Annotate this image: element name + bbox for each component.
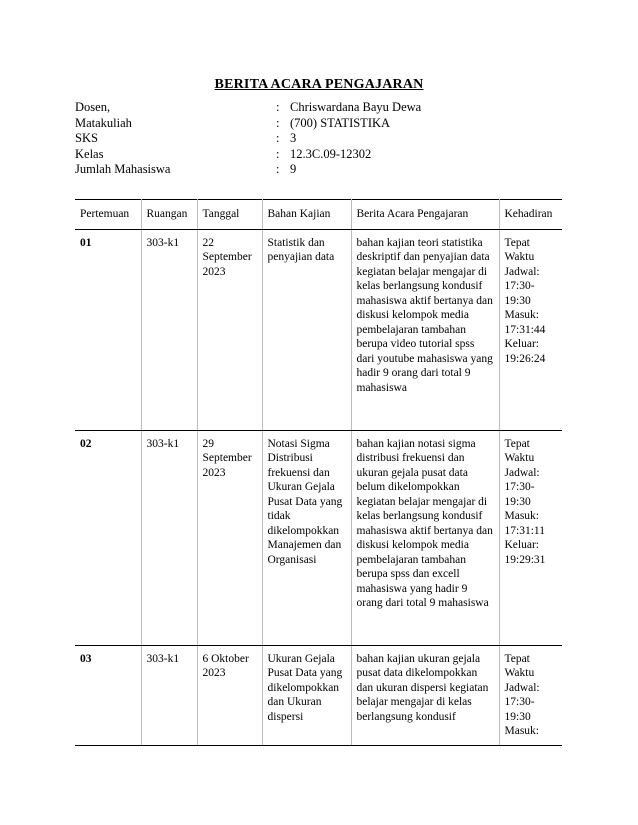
table-header-row bbox=[75, 200, 562, 230]
header-bahan-kajian: Bahan Kajian bbox=[262, 200, 351, 230]
cell-bahan-kajian: Ukuran Gejala Pusat Data yang dikelompokkan dan Ukuran dispersi bbox=[262, 645, 351, 745]
kehadiran-line: Tepat bbox=[504, 236, 530, 249]
kehadiran-line: 19:30 bbox=[504, 294, 531, 307]
cell-tanggal: 29 September 2023 bbox=[197, 430, 262, 645]
kehadiran-line: Waktu bbox=[504, 251, 535, 263]
info-row-kelas bbox=[75, 147, 495, 163]
kehadiran-line: 19:29:31 bbox=[504, 553, 546, 566]
cell-kehadiran bbox=[499, 430, 562, 645]
kehadiran-line: Tepat bbox=[504, 437, 530, 450]
header-ruangan: Ruangan bbox=[141, 200, 197, 230]
kehadiran-line: 17:31:11 bbox=[504, 524, 545, 537]
kehadiran-line: Tepat bbox=[504, 652, 530, 665]
info-colon: : bbox=[276, 162, 280, 176]
table-row bbox=[75, 645, 562, 745]
info-label: Kelas bbox=[75, 146, 104, 161]
info-row-jumlah-mahasiswa bbox=[75, 162, 495, 178]
kehadiran-line: Masuk: bbox=[504, 510, 539, 522]
info-row-dosen bbox=[75, 100, 495, 116]
kehadiran-line: 17:30- bbox=[504, 280, 535, 292]
document-title: BERITA ACARA PENGAJARAN bbox=[214, 77, 424, 92]
cell-bahan-kajian: Statistik dan penyajian data bbox=[262, 229, 351, 430]
info-label: Matakuliah bbox=[75, 115, 132, 130]
info-colon: : bbox=[276, 131, 280, 145]
kehadiran-line: Masuk: bbox=[504, 725, 539, 737]
cell-pertemuan: 02 bbox=[75, 430, 141, 645]
kehadiran-line: Jadwal: bbox=[504, 466, 540, 479]
kehadiran-line: 17:30- bbox=[504, 481, 535, 493]
cell-tanggal: 22 September 2023 bbox=[197, 229, 262, 430]
cell-tanggal: 6 Oktober 2023 bbox=[197, 645, 262, 745]
info-label: Jumlah Mahasiswa bbox=[75, 162, 171, 176]
kehadiran-line: Waktu bbox=[504, 452, 535, 464]
cell-berita-acara: bahan kajian teori statistika deskriptif dan penyajian data kegiatan belajar mengajar di kelas berlangsung kondusif mahasiswa aktif bertanya dan diskusi kelompok media pembelajaran tambahan berupa video tutorial spss dari youtube mahasiswa yang hadir 9 orang dari total 9 mahasiswa bbox=[351, 229, 499, 430]
info-row-matakuliah bbox=[75, 116, 495, 132]
cell-kehadiran bbox=[499, 645, 562, 745]
course-info bbox=[75, 100, 495, 178]
kehadiran-line: 19:30 bbox=[504, 495, 531, 508]
cell-bahan-kajian: Notasi Sigma Distribusi frekuensi dan Ukuran Gejala Pusat Data yang tidak dikelompokkan Manajemen dan Organisasi bbox=[262, 430, 351, 645]
kehadiran-line: 17:30- bbox=[504, 696, 535, 708]
cell-pertemuan: 01 bbox=[75, 229, 141, 430]
info-value: 9 bbox=[290, 162, 297, 176]
info-colon: : bbox=[276, 115, 280, 130]
kehadiran-line: Masuk: bbox=[504, 309, 539, 321]
kehadiran-line: Keluar: bbox=[504, 539, 539, 551]
cell-pertemuan: 03 bbox=[75, 645, 141, 745]
kehadiran-line: Jadwal: bbox=[504, 265, 540, 278]
kehadiran-line: Waktu bbox=[504, 667, 535, 679]
kehadiran-line: 17:31:44 bbox=[504, 323, 546, 336]
info-value: (700) STATISTIKA bbox=[290, 115, 391, 130]
header-tanggal: Tanggal bbox=[197, 200, 262, 230]
table-row bbox=[75, 229, 562, 430]
info-colon: : bbox=[276, 146, 280, 161]
info-value: 12.3C.09-12302 bbox=[290, 146, 372, 161]
cell-ruangan: 303-k1 bbox=[141, 645, 197, 745]
kehadiran-line: 19:30 bbox=[504, 710, 531, 723]
cell-kehadiran bbox=[499, 229, 562, 430]
cell-berita-acara: bahan kajian ukuran gejala pusat data dikelompokkan dan ukuran dispersi kegiatan belajar mengajar di kelas berlangsung kondusif bbox=[351, 645, 499, 745]
info-value: 3 bbox=[290, 131, 297, 145]
header-kehadiran: Kehadiran bbox=[499, 200, 562, 230]
header-berita-acara: Berita Acara Pengajaran bbox=[351, 200, 499, 230]
cell-berita-acara: bahan kajian notasi sigma distribusi frekuensi dan ukuran gejala pusat data belum dikelompokkan kegiatan belajar mengajar di kelas berlangsung kondusif mahasiswa aktif bertanya dan diskusi kelompok media pembelajaran tambahan berupa spss dan excell mahasiswa yang hadir 9 orang dari total 9 mahasiswa bbox=[351, 430, 499, 645]
info-label: Dosen, bbox=[75, 100, 111, 114]
cell-ruangan: 303-k1 bbox=[141, 229, 197, 430]
kehadiran-line: Keluar: bbox=[504, 338, 539, 350]
kehadiran-line: Jadwal: bbox=[504, 681, 540, 694]
teaching-record-table bbox=[75, 199, 562, 746]
cell-ruangan: 303-k1 bbox=[141, 430, 197, 645]
info-colon: : bbox=[276, 100, 280, 114]
info-value: Chriswardana Bayu Dewa bbox=[290, 100, 422, 114]
table-row bbox=[75, 430, 562, 645]
info-row-sks bbox=[75, 131, 495, 147]
header-pertemuan: Pertemuan bbox=[75, 200, 141, 230]
info-label: SKS bbox=[75, 131, 98, 145]
kehadiran-line: 19:26:24 bbox=[504, 352, 546, 365]
